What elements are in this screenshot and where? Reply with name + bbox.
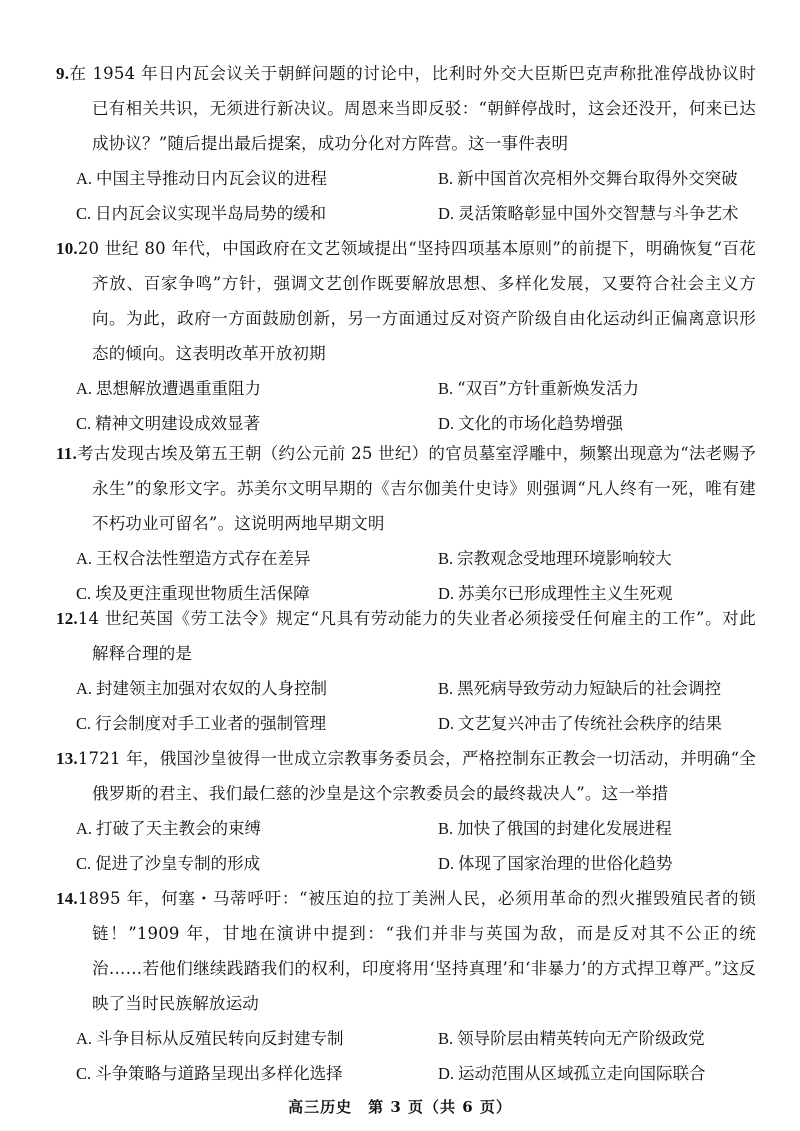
question-text: 20 世纪 80 年代，中国政府在文艺领域提出“坚持四项基本原则”的前提下，明确恢复“百花齐放、百家争鸣”方针，强调文艺创作既要解放思想、多样化发展，又要符合社会主义方向。为此，政府一方面鼓励创新，另一方面通过反对资产阶级自由化运动纠正偏离意识形态的倾向。这表明改革开放初期	[77, 239, 756, 363]
option-c: C. 促进了沙皇专制的形成	[76, 854, 261, 873]
question-14	[56, 881, 756, 1091]
question-number: 12.	[56, 609, 78, 628]
option-d: D. 苏美尔已形成理性主义生死观	[438, 584, 673, 603]
question-text: 在 1954 年日内瓦会议关于朝鲜问题的讨论中，比利时外交大臣斯巴克声称批准停战协议时已有相关共识，无须进行新决议。周恩来当即反驳：“朝鲜停战时，这会还没开，何来已达成协议？”随后提出最后提案，成功分化对方阵营。这一事件表明	[69, 64, 756, 153]
page-footer: 高三历史 第 3 页（共 6 页）	[288, 1098, 512, 1116]
option-d: D. 体现了国家治理的世俗化趋势	[438, 854, 673, 873]
option-b: B. 宗教观念受地理环境影响较大	[438, 549, 672, 568]
option-b: B. 新中国首次亮相外交舞台取得外交突破	[438, 169, 738, 188]
option-b: B. 领导阶层由精英转向无产阶级政党	[438, 1029, 705, 1048]
option-b: B. 加快了俄国的封建化发展进程	[438, 819, 672, 838]
question-13	[56, 741, 756, 881]
options-grid	[56, 671, 756, 741]
option-b: B. “双百”方针重新焕发活力	[438, 379, 640, 398]
option-c: C. 日内瓦会议实现半岛局势的缓和	[76, 204, 327, 223]
option-d: D. 灵活策略彰显中国外交智慧与斗争艺术	[438, 204, 739, 223]
question-number: 13.	[56, 749, 78, 768]
option-a: A. 斗争目标从反殖民转向反封建专制	[76, 1029, 344, 1048]
question-stem	[56, 231, 756, 371]
option-c: C. 行会制度对手工业者的强制管理	[76, 714, 327, 733]
question-stem	[56, 56, 756, 161]
option-c: C. 埃及更注重现世物质生活保障	[76, 584, 310, 603]
option-a: A. 封建领主加强对农奴的人身控制	[76, 679, 328, 698]
option-d: D. 文艺复兴冲击了传统社会秩序的结果	[438, 714, 723, 733]
question-9	[56, 56, 756, 231]
question-text: 考古发现古埃及第五王朝（约公元前 25 世纪）的官员墓室浮雕中，频繁出现意为“法老赐予永生”的象形文字。苏美尔文明早期的《吉尔伽美什史诗》则强调“凡人终有一死，唯有建不朽功业可留名”。这说明两地早期文明	[76, 444, 756, 533]
option-a: A. 打破了天主教会的束缚	[76, 819, 262, 838]
option-c: C. 斗争策略与道路呈现出多样化选择	[76, 1064, 343, 1083]
question-10	[56, 231, 756, 441]
question-number: 10.	[56, 239, 78, 258]
option-a: A. 思想解放遭遇重重阻力	[76, 379, 262, 398]
options-grid	[56, 811, 756, 881]
option-a: A. 中国主导推动日内瓦会议的进程	[76, 169, 328, 188]
question-text: 14 世纪英国《劳工法令》规定“凡具有劳动能力的失业者必须接受任何雇主的工作”。对此解释合理的是	[77, 609, 756, 663]
options-grid	[56, 161, 756, 231]
options-grid	[56, 1021, 756, 1091]
question-stem	[56, 741, 756, 811]
question-12	[56, 601, 756, 741]
question-stem	[56, 436, 756, 541]
option-d: D. 文化的市场化趋势增强	[438, 414, 624, 433]
options-grid	[56, 371, 756, 441]
option-b: B. 黑死病导致劳动力短缺后的社会调控	[438, 679, 722, 698]
option-a: A. 王权合法性塑造方式存在差异	[76, 549, 311, 568]
question-number: 14.	[56, 889, 78, 908]
question-11	[56, 436, 756, 611]
question-text: 1895 年，何塞・马蒂呼吁：“被压迫的拉丁美洲人民，必须用革命的烈火摧毁殖民者的锁链！”1909 年，甘地在演讲中提到：“我们并非与英国为敌，而是反对其不公正的统治……若他们继续践踏我们的权利，印度将用‘坚持真理’和‘非暴力’的方式捍卫尊严。”这反映了当时民族解放运动	[77, 889, 756, 1013]
question-text: 1721 年，俄国沙皇彼得一世成立宗教事务委员会，严格控制东正教会一切活动，并明确“全俄罗斯的君主、我们最仁慈的沙皇是这个宗教委员会的最终裁决人”。这一举措	[77, 749, 756, 803]
question-number: 9.	[56, 64, 70, 83]
question-stem	[56, 601, 756, 671]
question-stem	[56, 881, 756, 1021]
question-number: 11.	[56, 444, 77, 463]
option-d: D. 运动范围从区域孤立走向国际联合	[438, 1064, 706, 1083]
option-c: C. 精神文明建设成效显著	[76, 414, 261, 433]
